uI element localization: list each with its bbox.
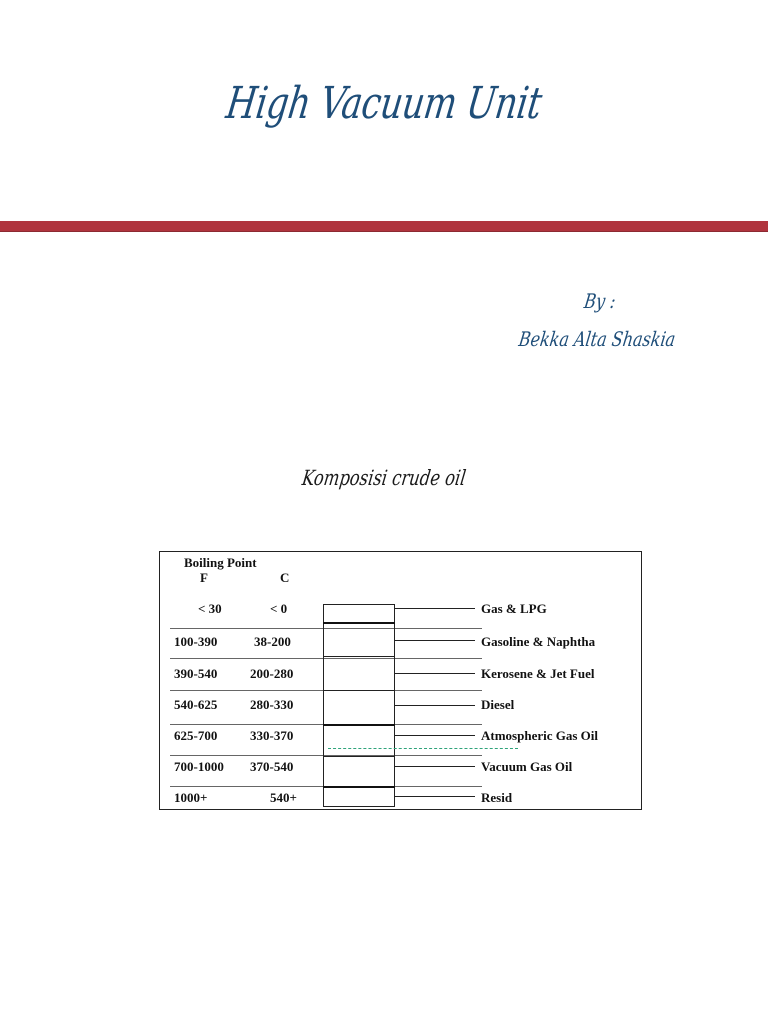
by-label: By : — [582, 289, 618, 313]
row-c-value: 280-330 — [250, 697, 294, 712]
row-f-value: 540-625 — [174, 697, 218, 712]
author-name: Bekka Alta Shaskia — [517, 327, 678, 351]
row-c-value: < 0 — [270, 601, 288, 616]
column-tray — [323, 786, 395, 788]
product-label: Vacuum Gas Oil — [481, 759, 573, 774]
product-label: Kerosene & Jet Fuel — [481, 666, 595, 681]
row-f-value: 700-1000 — [174, 759, 224, 774]
product-label: Gasoline & Naphtha — [481, 634, 596, 649]
section-subtitle: Komposisi crude oil — [300, 466, 468, 490]
row-f-value: 100-390 — [174, 634, 218, 649]
product-label: Gas & LPG — [481, 601, 547, 616]
column-tray — [323, 806, 395, 807]
column-tray — [323, 656, 395, 657]
product-arrow — [395, 735, 475, 736]
product-label: Atmospheric Gas Oil — [481, 728, 598, 743]
column-tray — [323, 756, 395, 757]
row-f-value: 1000+ — [174, 790, 208, 805]
row-f-value: < 30 — [198, 601, 222, 616]
product-label: Resid — [481, 790, 513, 805]
product-label: Diesel — [481, 697, 515, 712]
column-tray — [323, 690, 395, 691]
product-arrow — [395, 608, 475, 609]
row-f-value: 390-540 — [174, 666, 218, 681]
fahrenheit-column-header: F — [200, 570, 208, 585]
row-c-value: 330-370 — [250, 728, 294, 743]
product-arrow — [395, 640, 475, 641]
row-c-value: 370-540 — [250, 759, 294, 774]
boiling-point-figure — [159, 551, 642, 810]
column-tray — [323, 622, 395, 624]
title-divider — [0, 221, 768, 232]
product-arrow — [395, 705, 475, 706]
dashed-cut-line — [328, 748, 518, 749]
row-c-value: 540+ — [270, 790, 297, 805]
row-c-value: 38-200 — [254, 634, 291, 649]
column-tray — [323, 604, 395, 605]
page-title: High Vacuum Unit — [223, 78, 545, 129]
product-arrow — [395, 673, 475, 674]
product-arrow — [395, 796, 475, 797]
row-f-value: 625-700 — [174, 728, 218, 743]
celsius-column-header: C — [280, 570, 290, 585]
product-arrow — [395, 766, 475, 767]
row-c-value: 200-280 — [250, 666, 294, 681]
distillation-column — [323, 604, 395, 806]
boiling-point-header: Boiling Point — [184, 555, 257, 570]
column-tray — [323, 724, 395, 726]
